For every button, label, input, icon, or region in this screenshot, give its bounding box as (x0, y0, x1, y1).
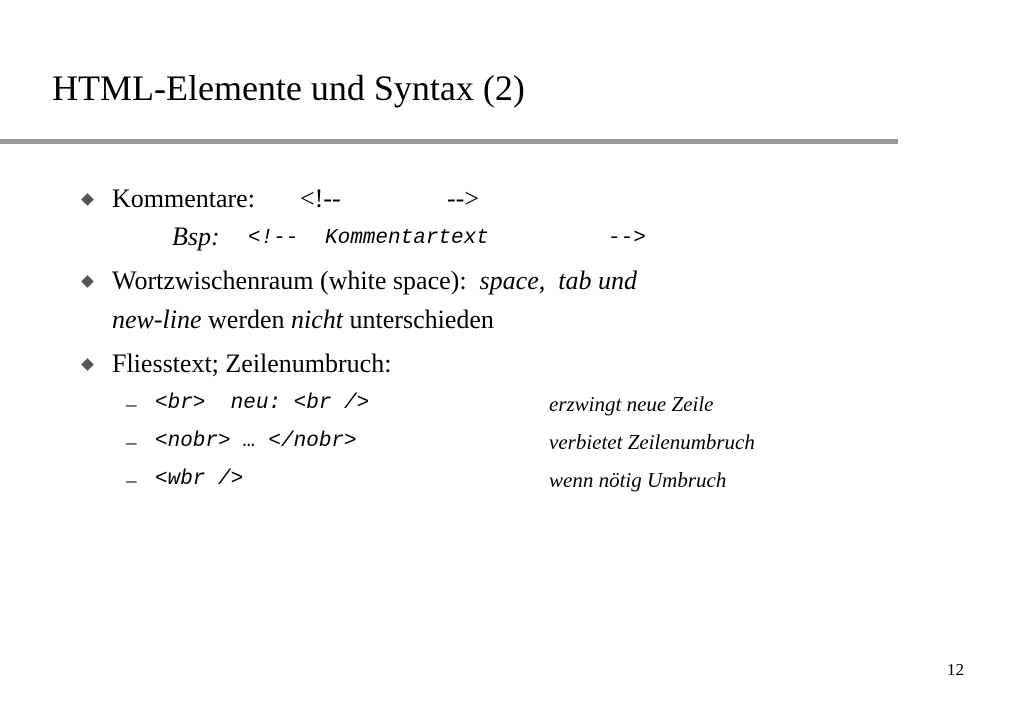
subitem-code: <nobr> … </nobr> (155, 430, 357, 453)
bullet-marker-2 (81, 275, 94, 288)
bullet-marker-3 (81, 358, 94, 371)
comments-example-close: --> (608, 227, 646, 250)
whitespace-text: Wortzwischenraum (white space): (112, 266, 467, 295)
bullet-comments (112, 183, 255, 215)
bullet-whitespace-line1 (112, 265, 637, 297)
whitespace-werden: werden (208, 305, 285, 334)
whitespace-newline: new-line (112, 305, 202, 334)
subitem-desc: verbietet Zeilenumbruch (549, 430, 755, 454)
comments-label: Kommentare: (112, 184, 255, 213)
subitem-code: <br> neu: <br /> (155, 392, 370, 415)
page-title: HTML-Elemente und Syntax (2) (52, 68, 525, 108)
bullet-marker-1 (81, 193, 94, 206)
whitespace-nicht: nicht (291, 305, 344, 334)
subitem-desc: wenn nötig Umbruch (549, 468, 727, 492)
comments-example-open: <!-- (248, 227, 299, 250)
subitem-dash: – (126, 392, 137, 416)
page-number: 12 (947, 660, 964, 679)
comments-close-tag: --> (447, 184, 479, 213)
comments-open-tag: <!-- (300, 184, 341, 213)
bullet-whitespace-line2 (112, 304, 494, 336)
whitespace-tab: tab und (558, 266, 637, 295)
title-divider (0, 139, 898, 144)
whitespace-space: space, (479, 266, 546, 295)
subitem-dash: – (126, 430, 137, 454)
comments-example-text: Kommentartext (325, 227, 489, 250)
subitem-desc: erzwingt neue Zeile (549, 392, 714, 416)
subitem-dash: – (126, 468, 137, 492)
comments-example-label: Bsp: (172, 222, 220, 251)
whitespace-rest: unterschieden (349, 305, 494, 334)
subitem-code: <wbr /> (155, 468, 244, 491)
bullet-linebreak: Fliesstext; Zeilenumbruch: (112, 349, 392, 378)
